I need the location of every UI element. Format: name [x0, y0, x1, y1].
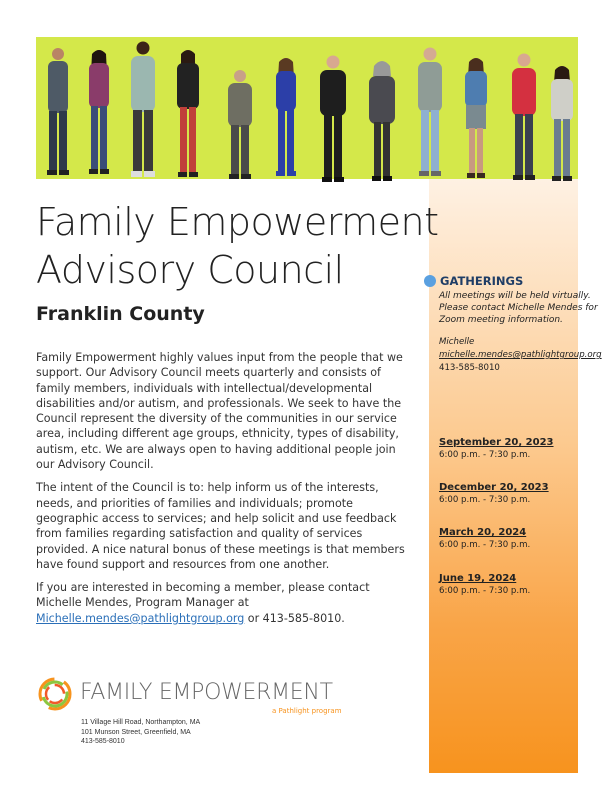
- page-title-line-1: Family Empowerment: [36, 200, 439, 244]
- meeting-item: [439, 481, 589, 506]
- intro-paragraph: Family Empowerment highly values input from the people that we support. Our Advisory Council meets quarterly and consists of family members, individuals with intellectual/developmental disabilities and/or autism, and professionals. We seek to have the Council represent the diversity of the communities in our service area, including different age groups, ethnicity, types of disability, autism, etc. We are always open to having additional people join our Advisory Council.: [36, 351, 403, 472]
- address-block: [81, 718, 200, 747]
- contact-name: Michelle: [439, 337, 475, 347]
- address-line: 101 Munson Street, Greenfield, MA: [81, 728, 191, 736]
- bullet-dot-icon: [424, 275, 436, 287]
- page-title: [36, 198, 439, 294]
- meeting-date: June 19, 2024: [439, 573, 517, 584]
- person-figure: [369, 61, 395, 181]
- person-figure: [276, 58, 296, 176]
- gatherings-sidebar-background: [429, 179, 578, 773]
- address-line: 11 Village Hill Road, Northampton, MA: [81, 719, 201, 726]
- family-empowerment-logo-icon: [35, 674, 75, 714]
- meeting-date: September 20, 2023: [439, 437, 554, 448]
- intent-paragraph: The intent of the Council is to: help inform us of the interests, needs, and priorities of families and individuals; promote geographic access to services; and help solicit and use feedback from families regarding satisfaction and quality of services provided. A nice natural bonus of these meetings is that members have found support and resources from one another.: [36, 481, 405, 571]
- meeting-time: 6:00 p.m. - 7:30 p.m.: [439, 586, 531, 596]
- contact-paragraph-text: If you are interested in becoming a member, please contact Michelle Mendes, Program Manager at: [36, 581, 370, 610]
- person-figure: [177, 50, 199, 177]
- logo-tagline: a Pathlight program: [272, 707, 342, 715]
- person-figure: [418, 48, 442, 177]
- meeting-item: [439, 572, 589, 597]
- meeting-time: 6:00 p.m. - 7:30 p.m.: [439, 450, 531, 460]
- county-subtitle: Franklin County: [36, 303, 205, 325]
- contact-paragraph: [36, 580, 414, 626]
- person-figure: [551, 66, 573, 181]
- person-figure: [465, 58, 487, 178]
- meeting-date: March 20, 2024: [439, 527, 527, 538]
- gatherings-heading: GATHERINGS: [440, 274, 524, 288]
- person-figure: [512, 54, 536, 181]
- email-link[interactable]: Michelle.mendes@pathlightgroup.org: [36, 611, 245, 625]
- body-text: [36, 350, 414, 634]
- gatherings-note: All meetings will be held virtually. Please contact Michelle Mendes for Zoom meeting information.: [439, 291, 598, 325]
- meeting-time: 6:00 p.m. - 7:30 p.m.: [439, 540, 531, 550]
- person-figure: [89, 50, 109, 174]
- page-title-line-2: Advisory Council: [36, 248, 344, 292]
- contact-paragraph-phone: or 413-585-8010.: [244, 611, 345, 625]
- contact-phone: 413-585-8010: [439, 363, 500, 373]
- address-phone: 413-585-8010: [81, 738, 125, 745]
- meeting-date: December 20, 2023: [439, 482, 549, 493]
- meeting-item: [439, 436, 589, 461]
- group-photo: [36, 40, 596, 185]
- person-figure: [228, 70, 252, 179]
- gatherings-contact: [439, 336, 602, 375]
- person-figure: [320, 56, 346, 183]
- logo-wordmark: FAMILY EMPOWERMENT: [80, 680, 333, 705]
- person-figure: [47, 48, 69, 175]
- person-figure: [131, 42, 155, 178]
- meeting-time: 6:00 p.m. - 7:30 p.m.: [439, 495, 531, 505]
- meeting-item: [439, 526, 589, 551]
- contact-email[interactable]: michelle.mendes@pathlightgroup.org: [439, 350, 602, 360]
